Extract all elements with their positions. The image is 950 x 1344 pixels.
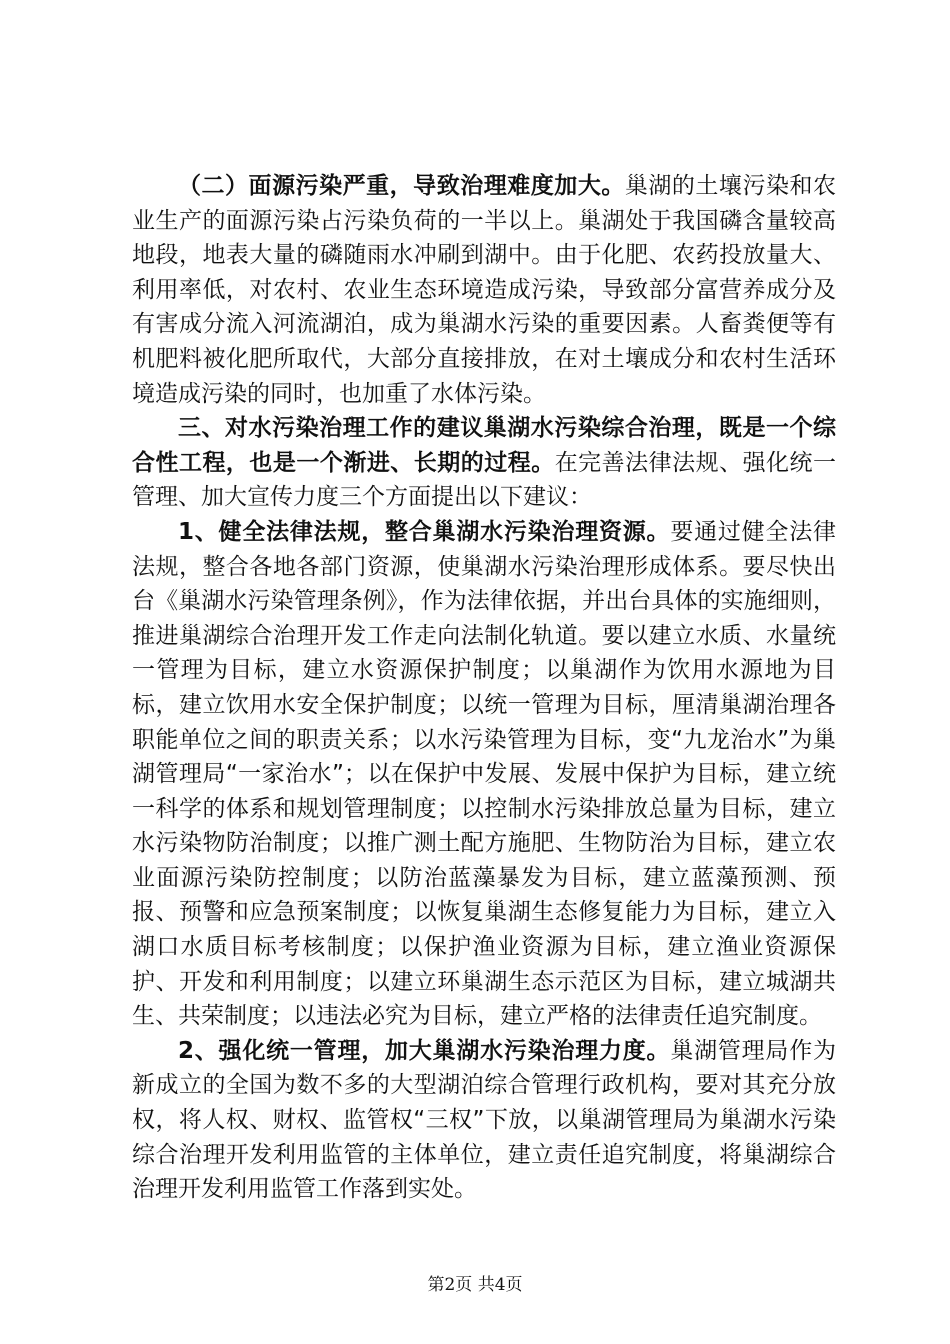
paragraph-text: 巢湖管理局作为新成立的全国为数不多的大型湖泊综合管理行政机构，要对其充分放权，将人权、财权、监管权“三权”下放，以巢湖管理局为巢湖水污染综合治理开发利用监管的主体单位，建立责任追究制度，将巢湖综合治理开发利用监管工作落到实处。 <box>132 1037 836 1203</box>
paragraph-legal-regulations <box>132 515 836 1034</box>
paragraph-text: 要通过健全法律法规，整合各地各部门资源，使巢湖水污染治理形成体系。要尽快出台《巢湖水污染管理条例》，作为法律依据，并出台具体的实施细则，推进巢湖综合治理开发工作走向法制化轨道。要以建立水质、水量统一管理为目标，建立水资源保护制度；以巢湖作为饮用水源地为目标，建立饮用水安全保护制度；以统一管理为目标，厘清巢湖治理各职能单位之间的职责关系；以水污染管理为目标，变“九龙治水”为巢湖管理局“一家治水”；以在保护中发展、发展中保护为目标，建立统一科学的体系和规划管理制度；以控制水污染排放总量为目标，建立水污染物防治制度；以推广测土配方施肥、生物防治为目标，建立农业面源污染防控制度；以防治蓝藻暴发为目标，建立蓝藻预测、预报、预警和应急预案制度；以恢复巢湖生态修复能力为目标，建立入湖口水质目标考核制度；以保护渔业资源为目标，建立渔业资源保护、开发和利用制度；以建立环巢湖生态示范区为目标，建立城湖共生、共荣制度；以违法必究为目标，建立严格的法律责任追究制度。 <box>132 518 836 1030</box>
paragraph-text: 巢湖的土壤污染和农业生产的面源污染占污染负荷的一半以上。巢湖处于我国磷含量较高地段，地表大量的磷随雨水冲刷到湖中。由于化肥、农药投放量大、利用率低，对农村、农业生态环境造成污染，导致部分富营养成分及有害成分流入河流湖泊，成为巢湖水污染的重要因素。人畜粪便等有机肥料被化肥所取代，大部分直接排放，在对土壤成分和农村生活环境造成污染的同时，也加重了水体污染。 <box>132 173 837 407</box>
paragraph-text: 在完善法律法规、强化统一管理、加大宣传力度三个方面提出以下建议： <box>132 449 837 511</box>
document-body <box>132 169 836 1207</box>
paragraph-heading: （二）面源污染严重，导致治理难度加大。 <box>178 173 625 199</box>
paragraph-area-source-pollution <box>132 169 836 411</box>
paragraph-heading: 1、健全法律法规，整合巢湖水污染治理资源。 <box>178 518 671 545</box>
paragraph-unified-management <box>132 1034 836 1207</box>
paragraph-heading: 2、强化统一管理，加大巢湖水污染治理力度。 <box>178 1037 671 1064</box>
page-number-footer: 第2页 共4页 <box>427 1275 523 1295</box>
paragraph-section-three <box>132 411 836 515</box>
section-heading: 三、对水污染治理工作的建议巢湖水污染综合治理，既是一个综合性工程，也是一个渐进、长期的过程。 <box>132 415 836 476</box>
